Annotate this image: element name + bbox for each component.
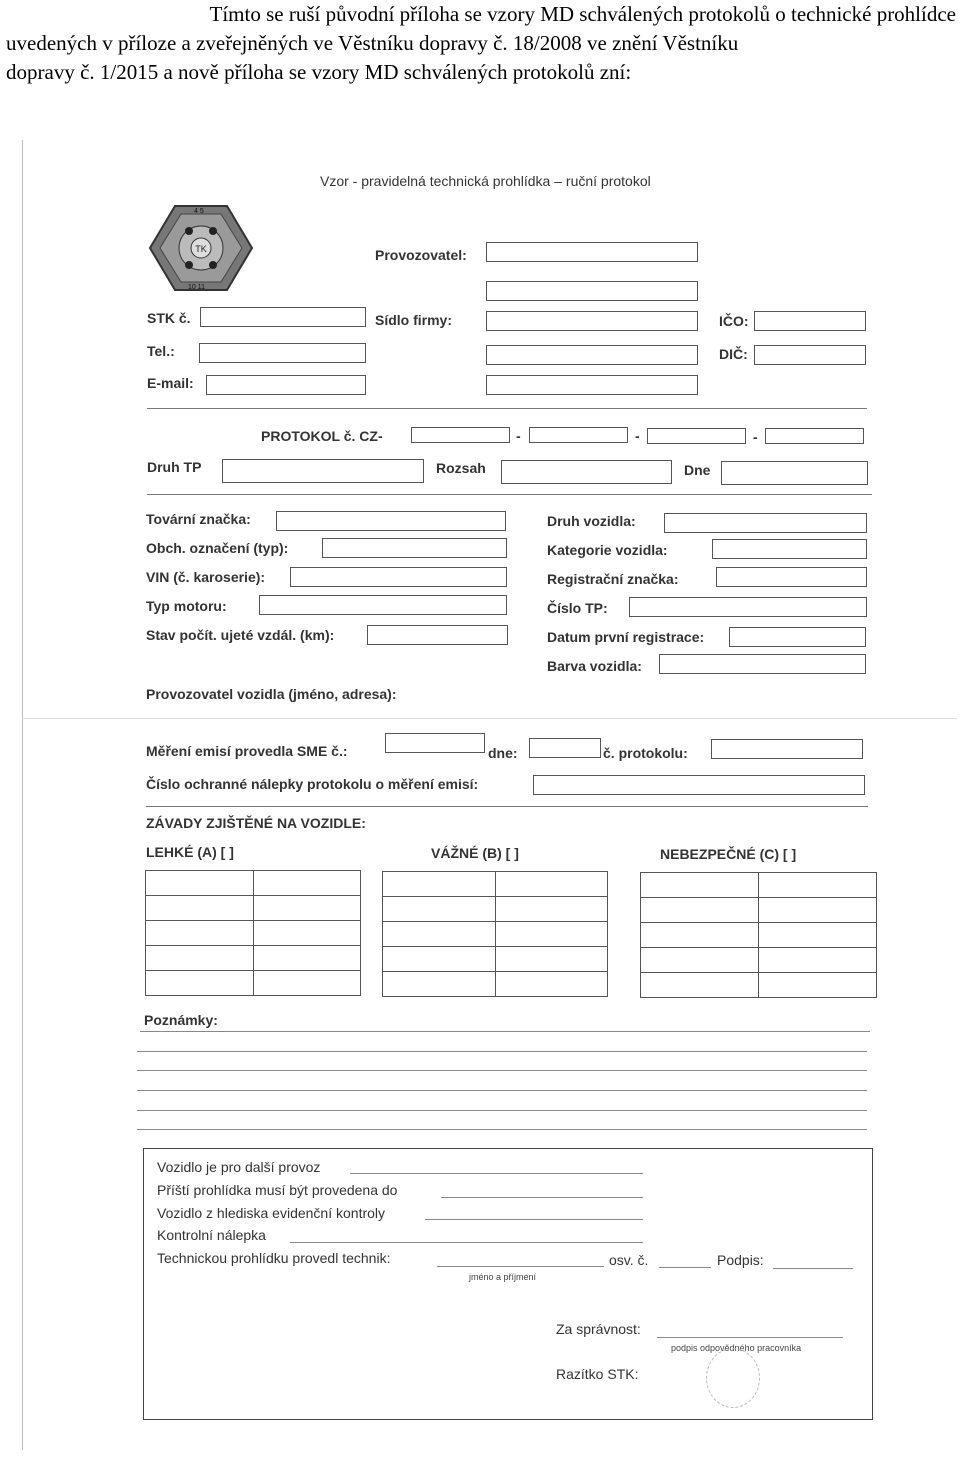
lehke-cell[interactable] xyxy=(253,896,361,921)
provozovatel-field[interactable] xyxy=(486,242,698,262)
dalsi-provoz-label: Vozidlo je pro další provoz xyxy=(157,1159,321,1175)
dic-label: DIČ: xyxy=(719,346,748,362)
kategorie-field[interactable] xyxy=(712,539,867,559)
poznamky-line-5[interactable] xyxy=(137,1110,867,1111)
vazne-cell[interactable] xyxy=(495,947,608,972)
vazne-table xyxy=(382,871,608,997)
lehke-cell[interactable] xyxy=(146,946,254,971)
stk-field[interactable] xyxy=(200,307,366,327)
c-protokolu-label: č. protokolu: xyxy=(603,745,688,761)
vazne-cell[interactable] xyxy=(495,922,608,947)
protokol-dash-2: - xyxy=(635,428,640,444)
logo-center: TK xyxy=(195,244,207,254)
zavady-label: ZÁVADY ZJIŠTĚNÉ NA VOZIDLE: xyxy=(146,815,366,831)
intro-paragraph xyxy=(6,0,956,87)
svg-text:4 5: 4 5 xyxy=(194,208,204,215)
cislo-tp-label: Číslo TP: xyxy=(547,600,608,616)
datum-label: Datum první registrace: xyxy=(547,629,705,645)
dalsi-provoz-line[interactable] xyxy=(350,1173,643,1174)
ico-field[interactable] xyxy=(754,311,866,331)
obch-field[interactable] xyxy=(322,538,507,558)
divider-1 xyxy=(147,408,867,409)
sidlo-field[interactable] xyxy=(486,311,698,331)
dic-field[interactable] xyxy=(754,345,866,365)
lehke-cell[interactable] xyxy=(146,896,254,921)
nebezpecne-cell[interactable] xyxy=(759,973,877,998)
pristi-prohlidka-line[interactable] xyxy=(441,1197,643,1198)
nebezpecne-cell[interactable] xyxy=(641,873,759,898)
nebezpecne-cell[interactable] xyxy=(641,973,759,998)
tel-field[interactable] xyxy=(199,343,366,363)
provozovatel-field-2[interactable] xyxy=(486,281,698,301)
spravnost-line[interactable] xyxy=(657,1337,843,1338)
druh-tp-field[interactable] xyxy=(222,459,424,483)
vazne-label: VÁŽNÉ (B) [ ] xyxy=(431,845,519,861)
sidlo-field-3[interactable] xyxy=(486,375,698,395)
vazne-cell[interactable] xyxy=(383,972,496,997)
razitko-label: Razítko STK: xyxy=(556,1366,639,1382)
protokol-field-1[interactable] xyxy=(411,427,510,443)
stk-label: STK č. xyxy=(147,310,191,326)
divider-2 xyxy=(147,494,872,495)
vazne-cell[interactable] xyxy=(383,922,496,947)
poznamky-line-1[interactable] xyxy=(140,1031,870,1032)
nebezpecne-cell[interactable] xyxy=(759,898,877,923)
nebezpecne-cell[interactable] xyxy=(759,923,877,948)
lehke-cell[interactable] xyxy=(253,946,361,971)
protokol-field-2[interactable] xyxy=(529,427,628,443)
podpis-line[interactable] xyxy=(773,1268,853,1269)
intro-line-3: dopravy č. 1/2015 a nově příloha se vzory MD schválených protokolů zní: xyxy=(6,60,632,84)
mereni-label: Měření emisí provedla SME č.: xyxy=(146,743,348,759)
razitko-circle[interactable] xyxy=(706,1348,760,1408)
protokol-field-4[interactable] xyxy=(765,428,864,444)
nalepka-field[interactable] xyxy=(533,775,865,795)
vazne-cell[interactable] xyxy=(495,872,608,897)
registracni-label: Registrační značka: xyxy=(547,571,679,587)
svg-text:10 11: 10 11 xyxy=(188,284,205,291)
vazne-cell[interactable] xyxy=(495,972,608,997)
mereni-field[interactable] xyxy=(385,733,485,753)
nebezpecne-cell[interactable] xyxy=(759,873,877,898)
nebezpecne-table xyxy=(640,872,877,998)
poznamky-line-4[interactable] xyxy=(137,1090,867,1091)
nebezpecne-cell[interactable] xyxy=(641,898,759,923)
tel-label: Tel.: xyxy=(147,343,175,359)
scan-left-edge xyxy=(22,140,23,1450)
sidlo-label: Sídlo firmy: xyxy=(375,312,453,328)
scan-seam xyxy=(22,718,957,719)
vazne-cell[interactable] xyxy=(495,897,608,922)
kategorie-label: Kategorie vozidla: xyxy=(547,542,668,558)
lehke-cell[interactable] xyxy=(253,921,361,946)
vazne-cell[interactable] xyxy=(383,897,496,922)
protokol-label: PROTOKOL č. CZ- xyxy=(261,428,383,444)
c-protokolu-field[interactable] xyxy=(711,739,863,759)
ico-label: IČO: xyxy=(719,313,749,329)
lehke-label: LEHKÉ (A) [ ] xyxy=(146,844,234,860)
dne-label: Dne xyxy=(684,462,711,478)
email-field[interactable] xyxy=(206,375,366,395)
barva-label: Barva vozidla: xyxy=(547,658,642,674)
datum-field[interactable] xyxy=(729,627,866,647)
rozsah-field[interactable] xyxy=(501,460,672,484)
nalepka-kontrolni-line[interactable] xyxy=(290,1242,643,1243)
provozovatel-vozidla-label: Provozovatel vozidla (jméno, adresa): xyxy=(146,686,397,702)
osv-line[interactable] xyxy=(659,1267,711,1268)
evidencni-label: Vozidlo z hlediska evidenční kontroly xyxy=(157,1205,386,1221)
rozsah-label: Rozsah xyxy=(436,460,486,476)
lehke-cell[interactable] xyxy=(253,871,361,896)
podpis-label: Podpis: xyxy=(717,1252,764,1268)
email-label: E-mail: xyxy=(147,375,194,391)
barva-field[interactable] xyxy=(659,654,866,674)
registracni-field[interactable] xyxy=(716,567,867,587)
pristi-prohlidka-label: Příští prohlídka musí být provedena do xyxy=(157,1182,398,1198)
spravnost-label: Za správnost: xyxy=(556,1321,641,1337)
vazne-cell[interactable] xyxy=(383,872,496,897)
lehke-table xyxy=(145,870,361,996)
protokol-field-3[interactable] xyxy=(647,428,746,444)
nebezpecne-cell[interactable] xyxy=(641,948,759,973)
druh-tp-label: Druh TP xyxy=(147,459,202,475)
form-title: Vzor - pravidelná technická prohlídka – ruční protokol xyxy=(320,173,651,189)
tovarni-label: Tovární značka: xyxy=(146,511,251,527)
intro-line-2: uvedených v příloze a zveřejněných ve Věstníku dopravy č. 18/2008 ve znění Věstníku xyxy=(6,31,739,55)
tovarni-field[interactable] xyxy=(276,511,506,531)
dne-field[interactable] xyxy=(721,461,868,485)
vin-label: VIN (č. karoserie): xyxy=(146,569,266,585)
stk-logo xyxy=(148,204,254,292)
jmeno-caption: jméno a příjmení xyxy=(469,1272,537,1282)
stav-label: Stav počít. ujeté vzdál. (km): xyxy=(146,627,335,643)
sidlo-field-2[interactable] xyxy=(486,345,698,365)
poznamky-label: Poznámky: xyxy=(144,1012,218,1028)
typ-motoru-field[interactable] xyxy=(259,595,507,615)
divider-3 xyxy=(146,806,868,807)
lehke-cell[interactable] xyxy=(253,971,361,996)
dne2-field[interactable] xyxy=(529,738,601,758)
poznamky-line-2[interactable] xyxy=(137,1051,867,1052)
provozovatel-label: Provozovatel: xyxy=(375,247,467,263)
protokol-dash-3: - xyxy=(753,429,758,445)
nebezpecne-label: NEBEZPEČNÉ (C) [ ] xyxy=(660,846,797,862)
typ-motoru-label: Typ motoru: xyxy=(146,598,227,614)
nalepka-kontrolni-label: Kontrolní nálepka xyxy=(157,1227,266,1243)
nebezpecne-cell[interactable] xyxy=(759,948,877,973)
lehke-cell[interactable] xyxy=(146,921,254,946)
evidencni-line[interactable] xyxy=(425,1219,643,1220)
stav-field[interactable] xyxy=(367,625,508,645)
cislo-tp-field[interactable] xyxy=(629,597,867,617)
lehke-cell[interactable] xyxy=(146,871,254,896)
intro-line-1: Tímto se ruší původní příloha se vzory MD schválených protokolů o technické prohlídce xyxy=(209,2,956,26)
vazne-cell[interactable] xyxy=(383,947,496,972)
osv-label: osv. č. xyxy=(609,1252,649,1268)
technik-line[interactable] xyxy=(437,1266,604,1267)
nebezpecne-cell[interactable] xyxy=(641,923,759,948)
technik-label: Technickou prohlídku provedl technik: xyxy=(157,1250,391,1266)
druh-vozidla-label: Druh vozidla: xyxy=(547,513,636,529)
podpis-odp-caption: podpis odpovědného pracovníka xyxy=(671,1343,802,1353)
obch-label: Obch. označení (typ): xyxy=(146,540,289,556)
lehke-cell[interactable] xyxy=(146,971,254,996)
poznamky-line-3[interactable] xyxy=(137,1070,867,1071)
dne2-label: dne: xyxy=(488,745,518,761)
druh-vozidla-field[interactable] xyxy=(664,513,867,533)
protokol-dash-1: - xyxy=(516,428,521,444)
poznamky-line-6[interactable] xyxy=(137,1129,867,1130)
vin-field[interactable] xyxy=(290,567,507,587)
nalepka-label: Číslo ochranné nálepky protokolu o měření emisí: xyxy=(146,776,479,792)
